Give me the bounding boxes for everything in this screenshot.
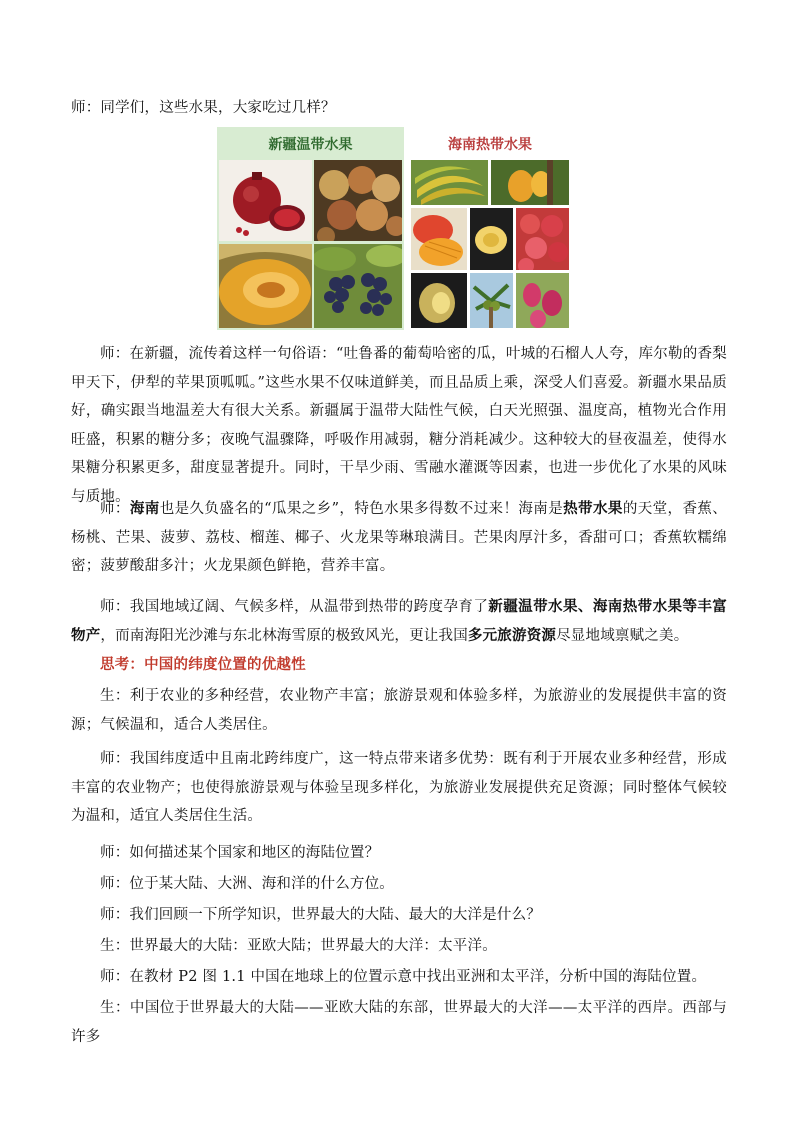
mango-photo: [411, 208, 467, 270]
p3-bold-tourism: 多元旅游资源: [467, 626, 557, 644]
p2-bold-hainan: 海南: [129, 500, 160, 517]
pears-photo: [314, 160, 402, 241]
p3-part-a: 师：我国地域辽阔、气候多样，从温带到热带的跨度孕育了: [100, 599, 489, 615]
teacher-remark-3: 师：位于某大陆、大洲、海和洋的什么方位。: [100, 876, 394, 892]
teacher-question-4: 师：我们回顾一下所学知识，世界最大的大陆、最大的大洋是什么？: [100, 907, 541, 923]
think-heading: 思考：中国的纬度位置的优越性: [100, 656, 306, 673]
xinjiang-title: 新疆温带水果: [268, 137, 353, 153]
student-answer-3: 生：中国位于世界最大的大陆——亚欧大陆的东部，世界最大的大洋——太平洋的西岸。西部与许多: [71, 1000, 727, 1045]
pomegranate-photo: [219, 160, 312, 241]
hainan-title: 海南热带水果: [448, 137, 532, 153]
teacher-remark-5: 师：在教材 P2 图 1.1 中国在地球上的位置示意中找出亚洲和太平洋，分析中国的海陆位置。: [100, 969, 707, 985]
student-answer-1: 生：利于农业的多种经营，农业物产丰富；旅游景观和体验多样，为旅游业的发展提供丰富的资源；气候温和，适合人类居住。: [71, 688, 727, 733]
paragraph-hainan: [71, 495, 727, 581]
paragraph-xinjiang: 师：在新疆，流传着这样一句俗语：“吐鲁番的葡萄哈密的瓜，叶城的石榴人人夸，库尔勒的香梨甲天下，伊犁的苹果顶呱呱。”这些水果不仅味道鲜美，而且品质上乘，深受人们喜爱。新疆水果品质好，确实跟当地温差大有很大关系。新疆属于温带大陆性气候，白天光照强、温度高，植物光合作用旺盛，积累的糖分多；夜晚气温骤降，呼吸作用减弱，糖分消耗减少。这种较大的昼夜温差，使得水果糖分积累更多，甜度显著提升。同时，干旱少雨、雪融水灌溉等因素，也进一步优化了水果的风味与质地。: [71, 346, 727, 505]
p2-bold-tropical: 热带水果: [563, 500, 623, 517]
p3-bold-products: 新疆温带水果、海南热带水果等丰富物产: [71, 598, 728, 644]
p2-part-a: 师：: [100, 501, 130, 517]
starfruit-photo: [491, 160, 569, 205]
intro-line: 师：同学们，这些水果，大家吃过几样？: [71, 100, 336, 116]
xinjiang-panel: [217, 127, 404, 330]
paragraph-summary: [71, 593, 727, 650]
fruit-figure: [217, 127, 573, 330]
p2-part-c: 也是久负盛名的“瓜果之乡”，特色水果多得数不过来！海南是: [159, 501, 564, 517]
student-answer-2: 生：世界最大的大陆：亚欧大陆；世界最大的大洋：太平洋。: [100, 938, 497, 954]
lychee-photo: [516, 208, 569, 270]
p3-part-c: ，而南海阳光沙滩与东北林海雪原的极致风光，更让我国: [100, 627, 468, 644]
coconut-photo: [470, 273, 513, 328]
melon-photo: [219, 244, 312, 328]
p2-part-e: 的天堂，香蕉、杨桃、芒果、菠萝、荔枝、榴莲、椰子、火龙果等琳琅满目。芒果肉厚汁多，香甜可口；香蕉软糯绵密；菠萝酸甜多汁；火龙果颜色鲜艳，营养丰富。: [71, 501, 728, 574]
teacher-question-2: 师：如何描述某个国家和地区的海陆位置？: [100, 845, 380, 861]
bananas-photo: [411, 160, 488, 205]
hainan-panel: [407, 127, 573, 330]
grapes-photo: [314, 244, 402, 328]
dragon-fruit-photo: [516, 273, 569, 328]
pineapple-photo: [470, 208, 513, 270]
durian-photo: [411, 273, 467, 328]
teacher-remark-1: 师：我国纬度适中且南北跨纬度广，这一特点带来诸多优势：既有利于开展农业多种经营，形成丰富的农业物产；也使得旅游景观与体验呈现多样化，为旅游业发展提供充足资源；同时整体气候较为温和，适宜人类居住生活。: [71, 751, 727, 824]
p3-part-e: 尽显地域禀赋之美。: [556, 627, 689, 644]
